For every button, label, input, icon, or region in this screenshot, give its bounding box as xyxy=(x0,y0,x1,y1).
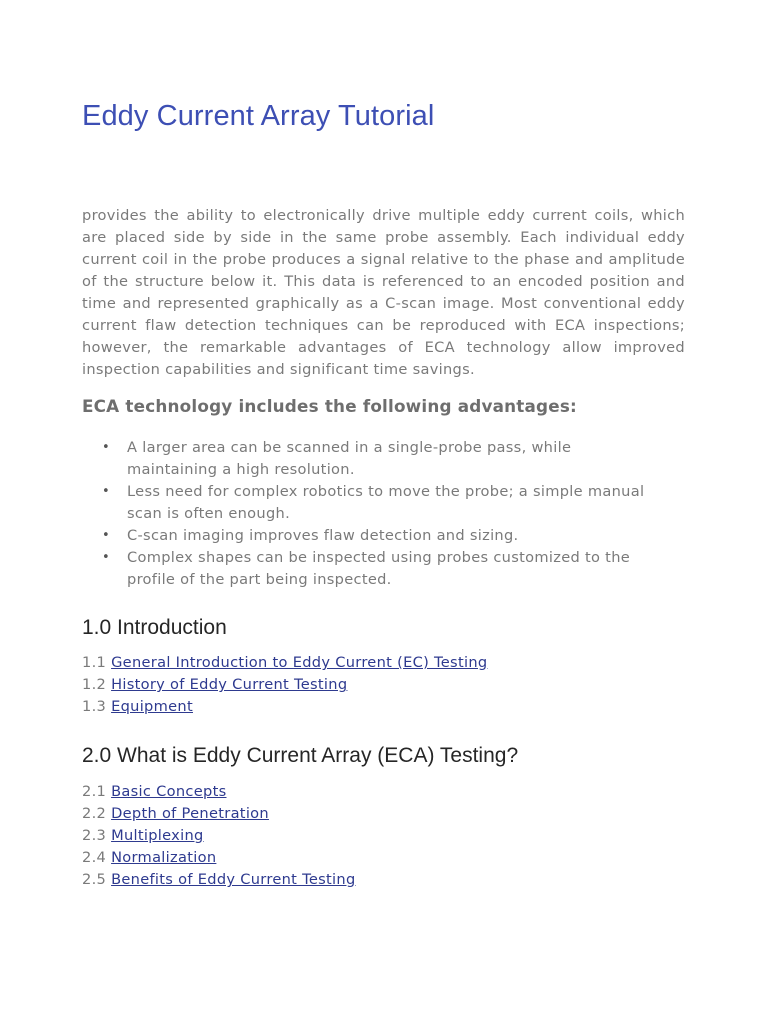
toc-link[interactable]: General Introduction to Eddy Current (EC) Testing xyxy=(111,654,488,671)
toc-number: 2.5 xyxy=(82,871,107,888)
section-heading-introduction: 1.0 Introduction xyxy=(82,616,227,639)
list-item xyxy=(82,525,685,547)
toc-link[interactable]: Basic Concepts xyxy=(111,783,227,800)
toc-list-introduction xyxy=(82,652,487,718)
toc-item xyxy=(82,781,356,803)
toc-item xyxy=(82,674,487,696)
toc-item xyxy=(82,847,356,869)
list-item xyxy=(82,481,685,525)
toc-number: 2.1 xyxy=(82,783,107,800)
toc-link[interactable]: History of Eddy Current Testing xyxy=(111,676,348,693)
page-title: Eddy Current Array Tutorial xyxy=(82,100,435,132)
toc-item xyxy=(82,696,487,718)
toc-link[interactable]: Depth of Penetration xyxy=(111,805,269,822)
toc-link[interactable]: Benefits of Eddy Current Testing xyxy=(111,871,356,888)
toc-list-eca-testing xyxy=(82,781,356,891)
bullet-icon: • xyxy=(102,484,110,499)
toc-number: 1.3 xyxy=(82,698,107,715)
toc-number: 2.2 xyxy=(82,805,107,822)
toc-number: 1.2 xyxy=(82,676,107,693)
advantage-text: Complex shapes can be inspected using probes customized to the profile of the part being inspected. xyxy=(127,549,631,588)
toc-item xyxy=(82,803,356,825)
section-heading-eca-testing: 2.0 What is Eddy Current Array (ECA) Testing? xyxy=(82,744,519,767)
list-item xyxy=(82,437,685,481)
toc-link[interactable]: Multiplexing xyxy=(111,827,204,844)
bullet-icon: • xyxy=(102,550,110,565)
advantage-text: A larger area can be scanned in a single-probe pass, while maintaining a high resolution. xyxy=(127,439,572,478)
bullet-icon: • xyxy=(102,440,110,455)
advantages-list xyxy=(82,437,685,591)
toc-item xyxy=(82,652,487,674)
advantage-text: Less need for complex robotics to move the probe; a simple manual scan is often enough. xyxy=(127,483,645,522)
advantages-heading: ECA technology includes the following advantages: xyxy=(82,396,577,416)
toc-item xyxy=(82,869,356,891)
toc-number: 1.1 xyxy=(82,654,107,671)
toc-link[interactable]: Normalization xyxy=(111,849,217,866)
advantage-text: C-scan imaging improves flaw detection and sizing. xyxy=(127,527,519,544)
intro-paragraph: provides the ability to electronically drive multiple eddy current coils, which are placed side by side in the same probe assembly. Each individual eddy current coil in the probe produces a signal relative to the phase and amplitude of the structure below it. This data is referenced to an encoded position and time and represented graphically as a C-scan image. Most conventional eddy current flaw detection techniques can be reproduced with ECA inspections; however, the remarkable advantages of ECA technology allow improved inspection capabilities and significant time savings. xyxy=(82,207,685,378)
toc-number: 2.3 xyxy=(82,827,107,844)
toc-item xyxy=(82,825,356,847)
bullet-icon: • xyxy=(102,528,110,543)
toc-link[interactable]: Equipment xyxy=(111,698,193,715)
toc-number: 2.4 xyxy=(82,849,107,866)
list-item xyxy=(82,547,685,591)
